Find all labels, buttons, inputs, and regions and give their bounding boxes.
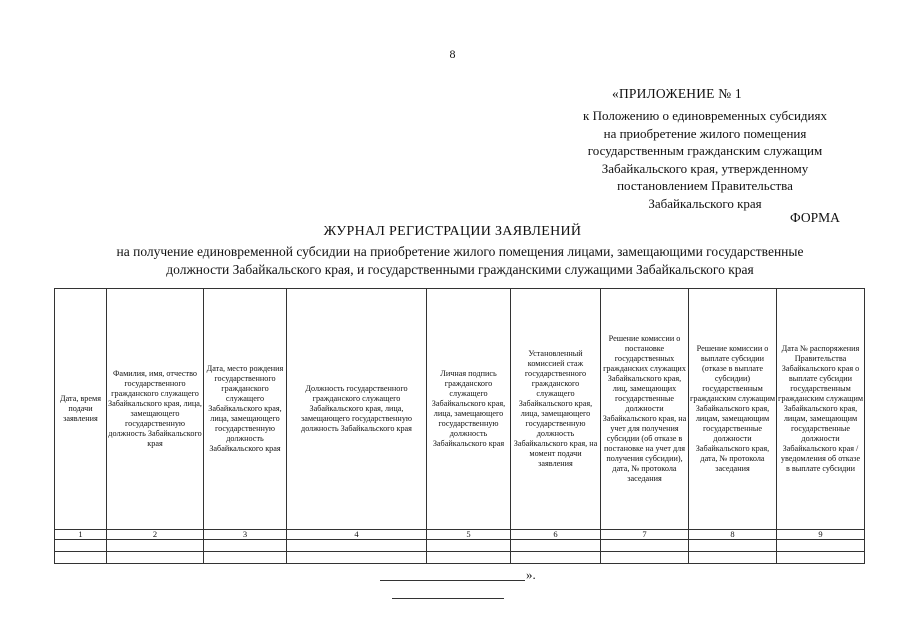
form-label: ФОРМА <box>790 210 840 225</box>
table-cell <box>601 540 689 552</box>
column-header-full-name: Фамилия, имя, отчество государственного гражданского служащего Забайкальского края, лица, замещающего государственную должность Забайкальского края <box>107 289 204 530</box>
table-cell <box>777 552 865 564</box>
column-header-registration-decision: Решение комиссии о постановке государственных гражданских служащих Забайкальского края, лиц, замещающих государственные должности Забайкальского края, на учет для получения субсидии (об отказе в постановке на учет для получения субсидии), дата, № протокола заседания <box>601 289 689 530</box>
journal-subtitle-line: на получение единовременной субсидии на приобретение жилого помещения лицами, замещающими государственные <box>116 244 804 259</box>
table-cell <box>204 552 287 564</box>
column-header-government-order: Дата № распоряжения Правительства Забайкальского края о выплате субсидии государственным гражданским служащим Забайкальского края, лицам, замещающим государственные должности Забайкальского края / уведомления об отказе в выплате субсидии <box>777 289 865 530</box>
appendix-reference-line: Забайкальского края, утвержденному <box>601 160 809 176</box>
column-number: 7 <box>601 530 689 540</box>
table-cell <box>55 552 107 564</box>
table-cell <box>55 540 107 552</box>
signature-line <box>380 572 525 581</box>
table-cell <box>204 540 287 552</box>
appendix-reference-line: постановлением Правительства <box>617 178 793 193</box>
column-header-submission-date: Дата, время подачи заявления <box>55 289 107 530</box>
column-number: 4 <box>287 530 427 540</box>
table-cell <box>107 552 204 564</box>
table-header-row <box>55 289 865 530</box>
appendix-reference-line: на приобретение жилого помещения <box>603 125 807 141</box>
column-header-birth-date-place: Дата, место рождения государственного гражданского служащего Забайкальского края, лица, замещающего государственную должность Забайкальского края <box>204 289 287 530</box>
separator-rule <box>392 598 504 599</box>
column-header-payment-decision: Решение комиссии о выплате субсидии (отказе в выплате субсидии) государственным гражданским служащим Забайкальского края, лицам, замещающим государственные должности Забайкальского края, дата, № протокола заседания <box>689 289 777 530</box>
registration-journal-table <box>54 288 865 564</box>
table-row <box>55 552 865 564</box>
table-cell <box>287 540 427 552</box>
column-number: 2 <box>107 530 204 540</box>
table-cell <box>777 540 865 552</box>
table-cell <box>511 540 601 552</box>
appendix-reference-line: Забайкальского края <box>648 195 762 211</box>
journal-subtitle-line: должности Забайкальского края, и государственными гражданскими служащими Забайкальского края <box>166 261 754 277</box>
journal-subtitle <box>60 243 860 278</box>
table-row <box>55 540 865 552</box>
appendix-reference-line: к Положению о единовременных субсидиях <box>583 108 827 123</box>
column-header-signature: Личная подпись гражданского служащего Забайкальского края, лица, замещающего государственную должность Забайкальского края <box>427 289 511 530</box>
column-number: 5 <box>427 530 511 540</box>
table-cell <box>601 552 689 564</box>
table-cell <box>689 540 777 552</box>
column-number: 8 <box>689 530 777 540</box>
closing-quote: ». <box>526 567 536 582</box>
table-cell <box>689 552 777 564</box>
column-number-row <box>55 530 865 540</box>
page-number: 8 <box>449 47 456 61</box>
table-cell <box>427 540 511 552</box>
table-cell <box>427 552 511 564</box>
column-number: 1 <box>55 530 107 540</box>
table-cell <box>287 552 427 564</box>
column-number: 9 <box>777 530 865 540</box>
table-cell <box>511 552 601 564</box>
column-header-position: Должность государственного гражданского служащего Забайкальского края, лица, замещающего государственную должность Забайкальского края <box>287 289 427 530</box>
journal-title: ЖУРНАЛ РЕГИСТРАЦИИ ЗАЯВЛЕНИЙ <box>323 224 582 239</box>
appendix-title: «ПРИЛОЖЕНИЕ № 1 <box>612 86 742 101</box>
table-cell <box>107 540 204 552</box>
appendix-reference <box>545 107 865 212</box>
column-number: 6 <box>511 530 601 540</box>
column-header-service-length: Установленный комиссией стаж государственного гражданского служащего Забайкальского края, лица, замещающего государственную должность Забайкальского края, на момент подачи заявления <box>511 289 601 530</box>
column-number: 3 <box>204 530 287 540</box>
appendix-reference-line: государственным гражданским служащим <box>587 143 823 158</box>
